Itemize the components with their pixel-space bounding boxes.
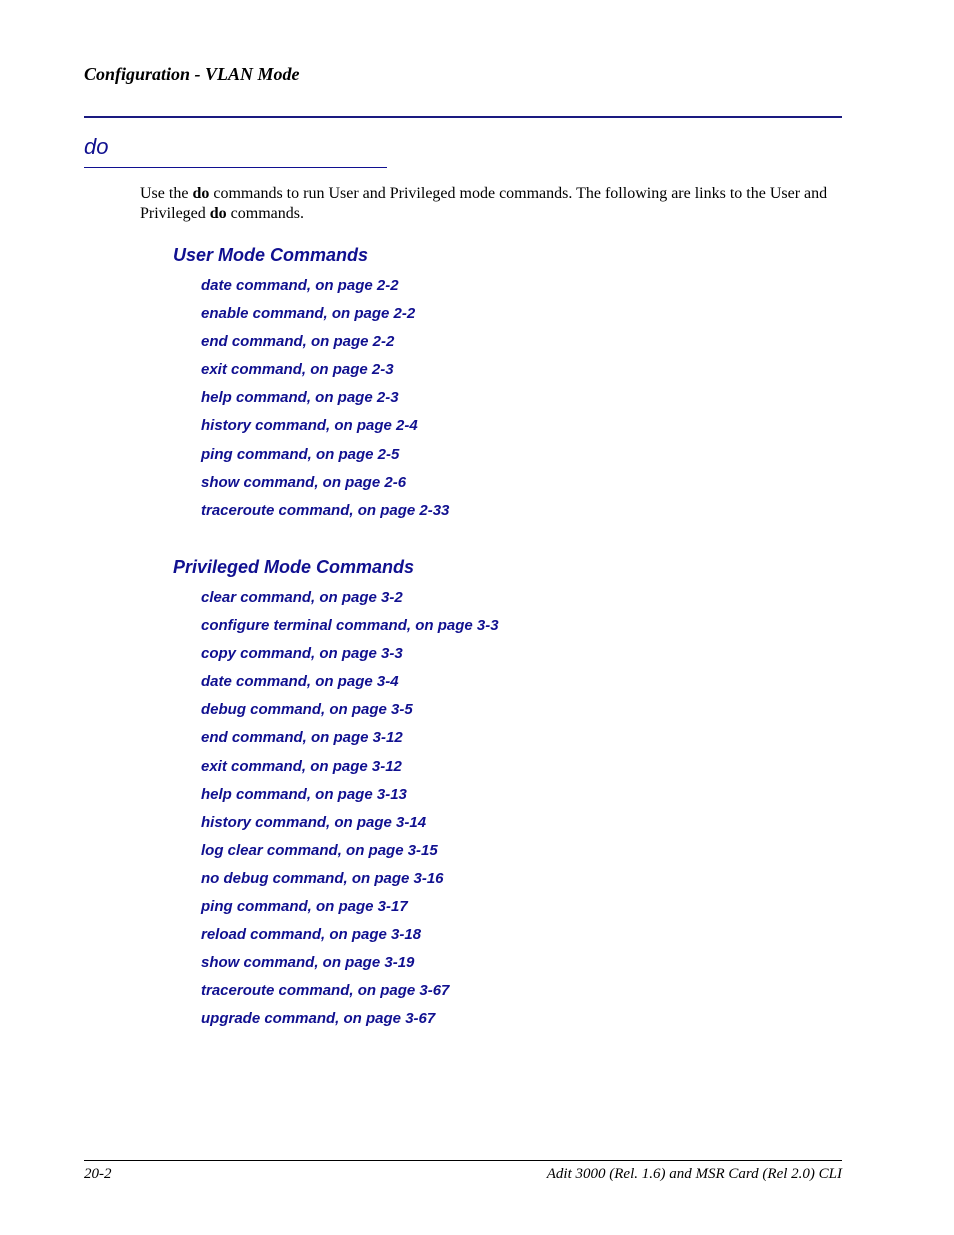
user-mode-link[interactable]: show command, on page 2-6 [201,473,407,491]
intro-text-2: commands to run User and Privileged mode commands. The following are links to the User and Privileged [140,185,828,222]
user-mode-link[interactable]: enable command, on page 2-2 [201,305,416,323]
user-mode-link[interactable]: ping command, on page 2-5 [201,445,400,463]
user-mode-link[interactable]: exit command, on page 2-3 [201,361,394,379]
intro-paragraph [140,184,845,224]
privileged-mode-heading: Privileged Mode Commands [173,557,415,577]
privileged-mode-link[interactable]: traceroute command, on page 3-67 [201,982,450,1000]
user-mode-link[interactable]: help command, on page 2-3 [201,389,399,407]
user-mode-link-list [201,277,449,530]
user-mode-heading: User Mode Commands [173,245,369,265]
intro-bold-do-2: do [209,205,227,222]
privileged-mode-link[interactable]: debug command, on page 3-5 [201,701,413,719]
intro-bold-do-1: do [192,185,210,202]
user-mode-link[interactable]: history command, on page 2-4 [201,417,418,435]
privileged-mode-link[interactable]: show command, on page 3-19 [201,954,415,972]
header-rule [84,116,842,118]
section-title: do [84,134,109,159]
privileged-mode-link[interactable]: configure terminal command, on page 3-3 [201,617,499,635]
user-mode-link[interactable]: traceroute command, on page 2-33 [201,501,450,519]
user-mode-link[interactable]: end command, on page 2-2 [201,333,395,351]
privileged-mode-link[interactable]: clear command, on page 3-2 [201,589,403,606]
intro-text-3: commands. [226,205,304,222]
privileged-mode-link[interactable]: ping command, on page 3-17 [201,898,408,916]
privileged-mode-link[interactable]: copy command, on page 3-3 [201,645,403,663]
privileged-mode-link[interactable]: no debug command, on page 3-16 [201,869,444,887]
privileged-mode-link[interactable]: help command, on page 3-13 [201,785,407,803]
section-rule [84,167,387,168]
footer-page-number: 20-2 [84,1166,112,1182]
privileged-mode-link[interactable]: reload command, on page 3-18 [201,926,422,944]
privileged-mode-link[interactable]: upgrade command, on page 3-67 [201,1010,436,1028]
user-mode-link[interactable]: date command, on page 2-2 [201,277,399,294]
privileged-mode-link[interactable]: end command, on page 3-12 [201,729,403,747]
privileged-mode-link[interactable]: log clear command, on page 3-15 [201,841,438,859]
footer-document-title: Adit 3000 (Rel. 1.6) and MSR Card (Rel 2.0) CLI [546,1166,842,1182]
footer-rule [84,1160,842,1161]
privileged-mode-link[interactable]: date command, on page 3-4 [201,673,399,691]
privileged-mode-link-list [201,589,499,1039]
privileged-mode-link[interactable]: exit command, on page 3-12 [201,757,402,775]
intro-text-1: Use the [140,185,193,202]
running-header: Configuration - VLAN Mode [84,64,300,84]
privileged-mode-link[interactable]: history command, on page 3-14 [201,813,427,831]
